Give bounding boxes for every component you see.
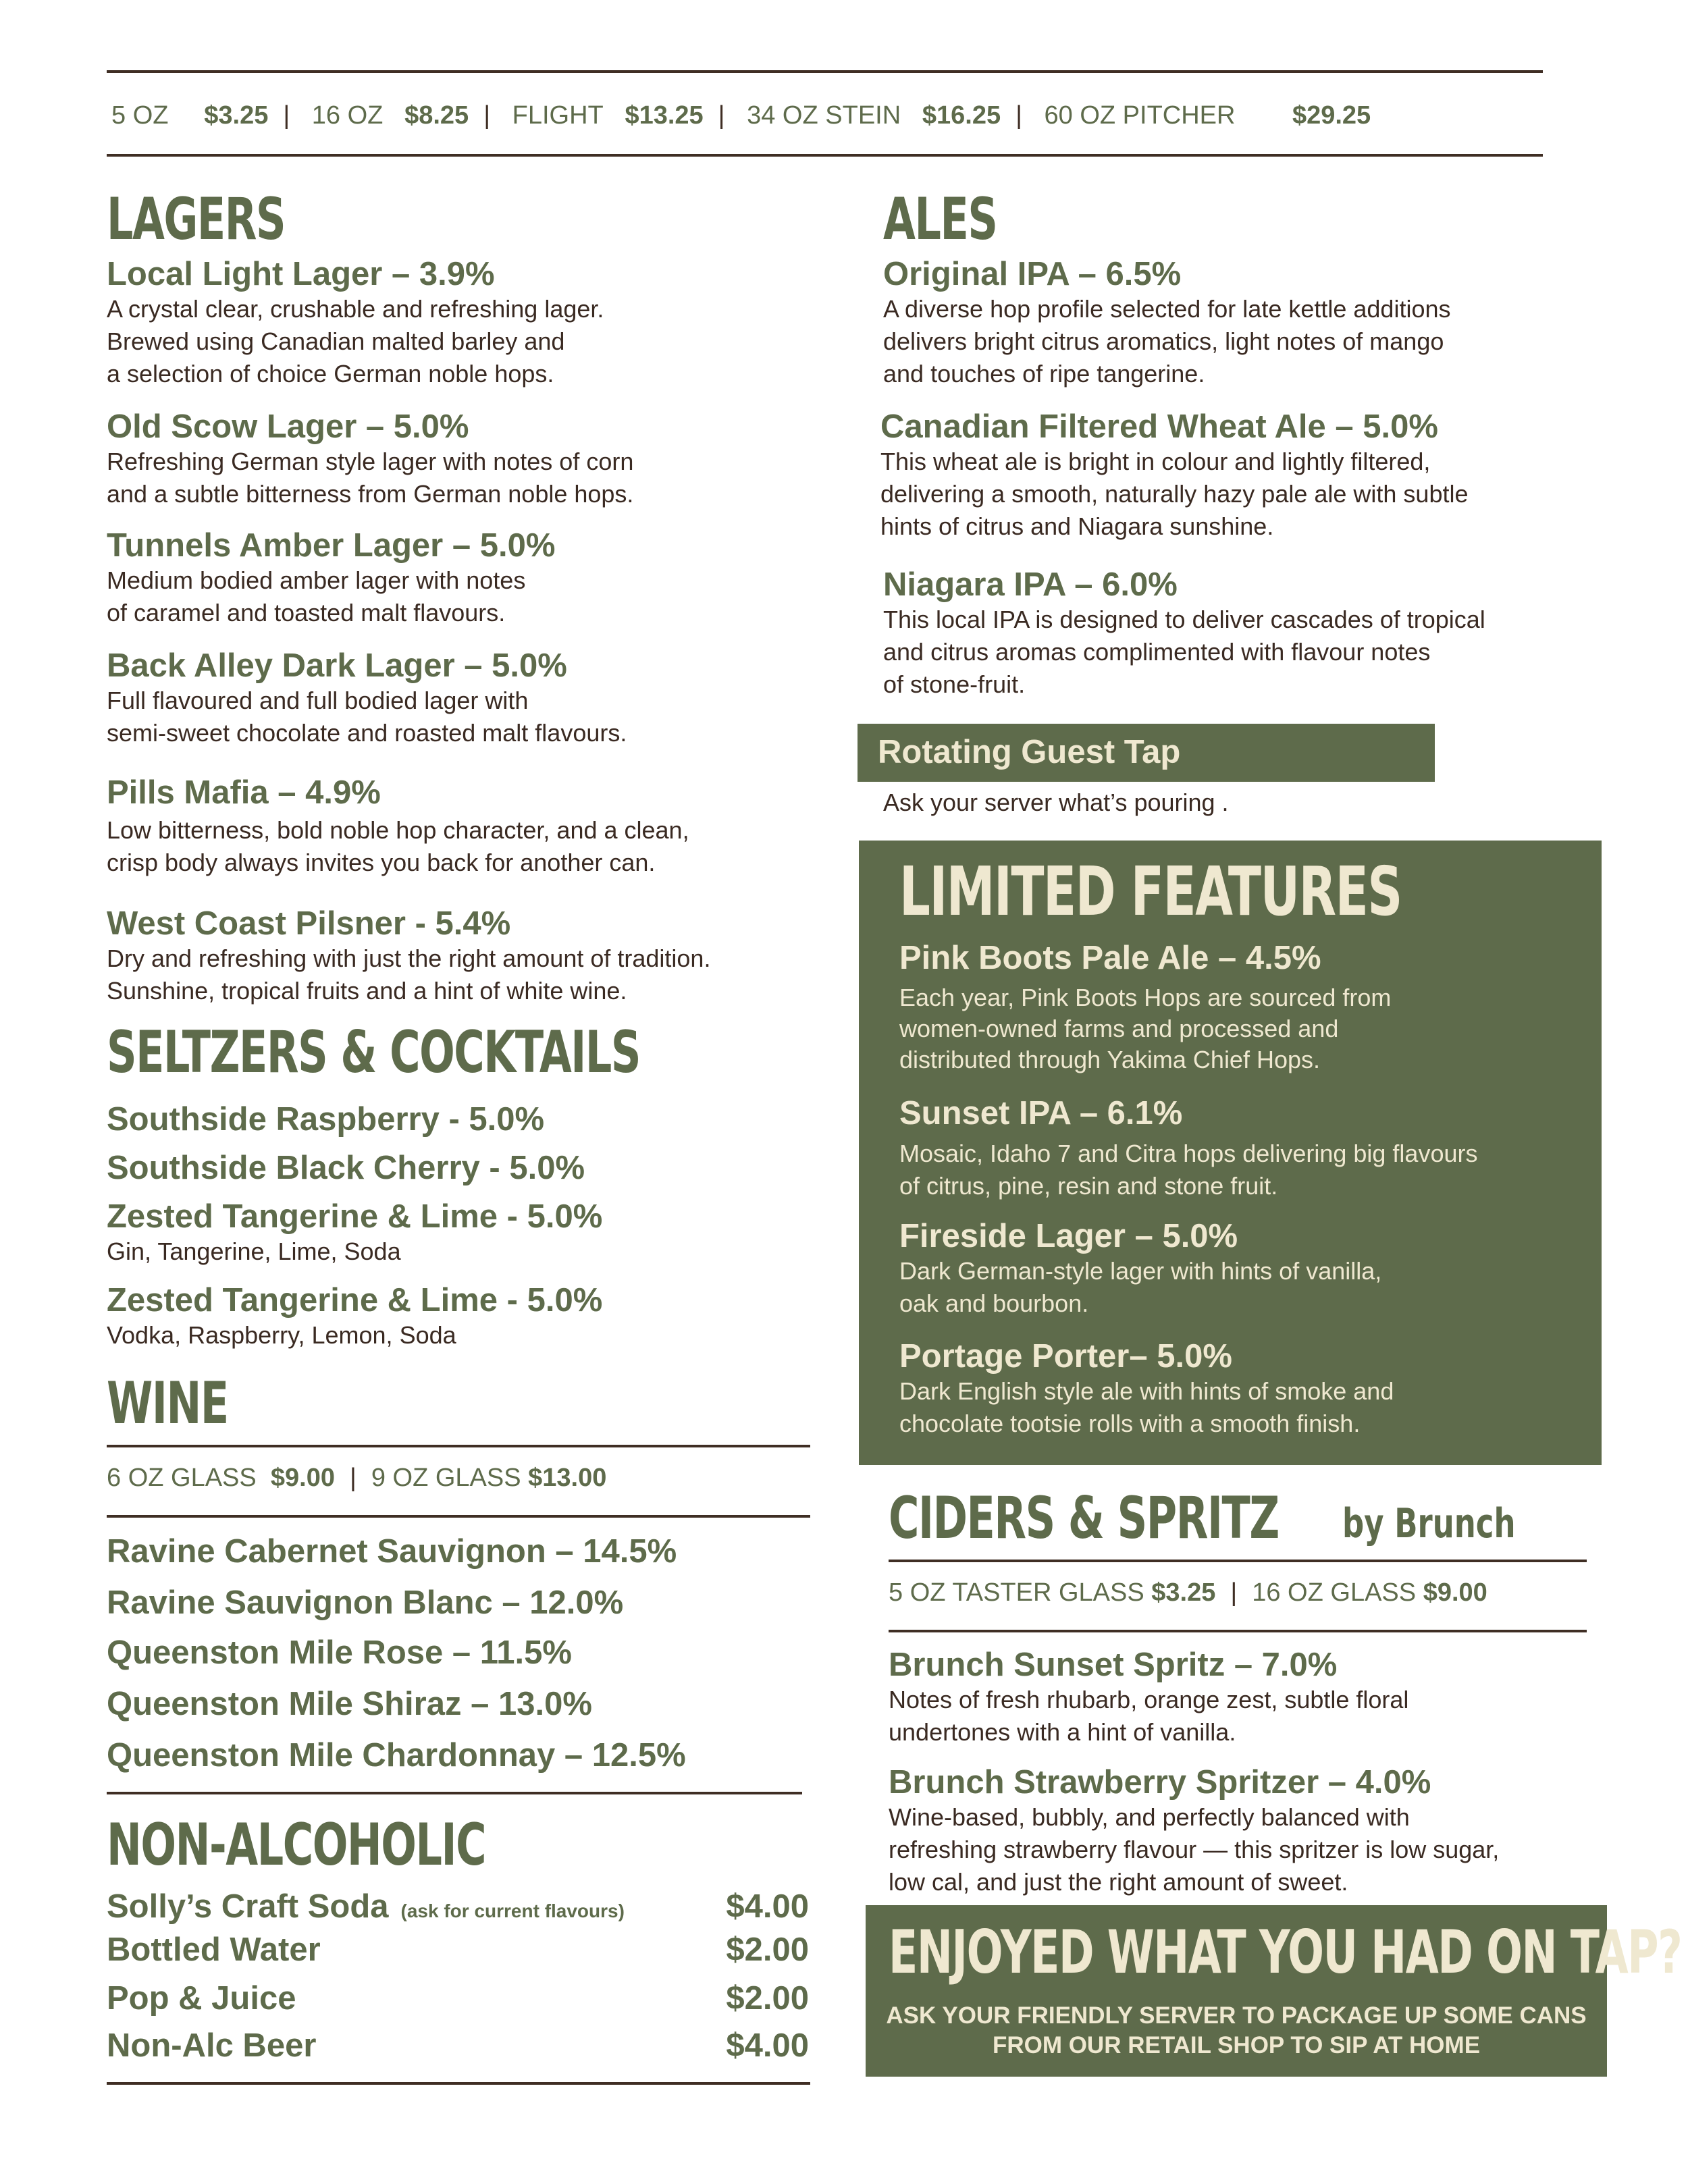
na-note: (ask for current flavours) (400, 1900, 625, 1921)
item-title: Brunch Strawberry Spritzer – 4.0% (889, 1764, 1431, 1801)
price-size: 6 OZ GLASS (107, 1464, 257, 1492)
item-title: Zested Tangerine & Lime - 5.0% (107, 1198, 603, 1235)
na-end-rule (107, 2082, 810, 2085)
item-title: Local Light Lager – 3.9% (107, 256, 495, 292)
na-item (107, 1888, 809, 1925)
wine-item: Queenston Mile Chardonnay – 12.5% (107, 1737, 686, 1774)
na-price: $2.00 (726, 1980, 809, 2017)
ale-item (883, 566, 1688, 701)
item-desc: Dark German-style lager with hints of vanilla, oak and bourbon. (899, 1257, 1382, 1317)
item-title: Pills Mafia – 4.9% (107, 774, 381, 811)
guest-tap-desc: Ask your server what’s pouring . (883, 789, 1229, 816)
ciders-heading: CIDERS & SPRITZ (889, 1485, 1279, 1552)
limited-features-box (859, 841, 1602, 1465)
price-size: 16 OZ GLASS (1252, 1578, 1417, 1607)
item-desc: Mosaic, Idaho 7 and Citra hops delivering big flavours of citrus, pine, resin and stone fruit. (899, 1140, 1478, 1200)
item-desc: Medium bodied amber lager with notes of caramel and toasted malt flavours. (107, 566, 526, 627)
na-item (107, 2027, 809, 2065)
feature-item (899, 1094, 1588, 1202)
na-name: Bottled Water (107, 1932, 321, 1968)
item-desc: Wine-based, bubbly, and perfectly balanced with refreshing strawberry flavour — this spritzer is low sugar, low cal, and just the right amount of sweet. (889, 1803, 1500, 1896)
lager-item (107, 255, 937, 390)
item-title: Zested Tangerine & Lime - 5.0% (107, 1282, 603, 1319)
na-name: Pop & Juice (107, 1980, 296, 2017)
price-value: $16.25 (922, 101, 1001, 130)
price-size: 34 OZ STEIN (747, 101, 901, 130)
lager-item (107, 905, 937, 1007)
na-price: $4.00 (726, 1888, 809, 1925)
ale-item (883, 255, 1688, 390)
lager-item (107, 527, 937, 629)
item-title: Niagara IPA – 6.0% (883, 566, 1178, 603)
wine-rule (107, 1445, 810, 1447)
price-value: $29.25 (1292, 101, 1371, 130)
limited-features-heading: LIMITED FEATURES (899, 852, 1402, 931)
wine-item: Queenston Mile Rose – 11.5% (107, 1634, 572, 1671)
retail-promo-subtitle: ASK YOUR FRIENDLY SERVER TO PACKAGE UP SOME CANS FROM OUR RETAIL SHOP TO SIP AT HOME (886, 2002, 1587, 2058)
lager-item (107, 647, 937, 749)
price-value: $13.00 (528, 1464, 607, 1492)
price-value: $8.25 (404, 101, 469, 130)
price-value: $3.25 (1151, 1578, 1216, 1607)
item-title: Canadian Filtered Wheat Ale – 5.0% (880, 408, 1438, 445)
ciders-brand: by Brunch (1342, 1500, 1516, 1547)
ciders-rule (889, 1560, 1587, 1562)
item-desc: Dark English style ale with hints of smoke and chocolate tootsie rolls with a smooth finish. (899, 1377, 1394, 1437)
na-item (107, 1979, 809, 2017)
item-title: Pink Boots Pale Ale – 4.5% (899, 940, 1321, 976)
item-desc: Full flavoured and full bodied lager with semi-sweet chocolate and roasted malt flavours. (107, 687, 627, 747)
wine-heading: WINE (107, 1370, 228, 1437)
wine-rule-bottom (107, 1515, 810, 1518)
item-desc: Low bitterness, bold noble hop character, and a clean, crisp body always invites you back for another can. (107, 816, 689, 876)
item-desc: A diverse hop profile selected for late kettle additions delivers bright citrus aromatics, light notes of mango and touches of ripe tangerine. (883, 295, 1451, 388)
ale-item (880, 408, 1688, 543)
top-price-bar: 5 OZ $3.25 | 16 OZ $8.25 | FLIGHT $13.25 | 34 OZ STEIN $16.25 | 60 OZ PITCHER $29.25 (111, 101, 1371, 130)
price-value: $9.00 (270, 1464, 335, 1492)
price-size: 60 OZ PITCHER (1044, 101, 1236, 130)
item-title: Sunset IPA – 6.1% (899, 1095, 1183, 1131)
item-desc: This wheat ale is bright in colour and lightly filtered, delivering a smooth, naturally hazy pale ale with subtle hints of citrus and Niagara sunshine. (880, 448, 1469, 540)
item-desc: Refreshing German style lager with notes of corn and a subtle bitterness from German noble hops. (107, 448, 634, 508)
price-size: 16 OZ (311, 101, 384, 130)
retail-promo-title: ENJOYED WHAT YOU HAD ON TAP? (889, 1917, 1682, 1987)
cider-item (889, 1646, 1604, 1749)
seltzer-item: Southside Raspberry - 5.0% (107, 1101, 545, 1138)
seltzer-item: Southside Black Cherry - 5.0% (107, 1150, 585, 1186)
price-value: $3.25 (204, 101, 269, 130)
price-size: 5 OZ TASTER GLASS (889, 1578, 1144, 1607)
feature-item (899, 939, 1588, 1075)
price-size: 9 OZ GLASS (371, 1464, 521, 1492)
item-desc: Gin, Tangerine, Lime, Soda (107, 1237, 401, 1265)
guest-tap-banner (858, 724, 1435, 782)
item-desc: Vodka, Raspberry, Lemon, Soda (107, 1321, 456, 1349)
item-desc: Notes of fresh rhubarb, orange zest, subtle floral undertones with a hint of vanilla. (889, 1686, 1409, 1746)
wine-end-rule (107, 1792, 802, 1794)
seltzer-item (107, 1198, 937, 1268)
top-rule (107, 70, 1543, 73)
na-price: $2.00 (726, 1932, 809, 1968)
wine-item: Queenston Mile Shiraz – 13.0% (107, 1686, 592, 1722)
ciders-price-bar: 5 OZ TASTER GLASS $3.25 | 16 OZ GLASS $9.00 (889, 1578, 1487, 1607)
item-title: Original IPA – 6.5% (883, 256, 1182, 292)
top-rule-bottom (107, 154, 1543, 157)
cider-item (889, 1763, 1604, 1898)
feature-item (899, 1217, 1588, 1320)
item-title: Old Scow Lager – 5.0% (107, 408, 469, 445)
wine-price-bar: 6 OZ GLASS $9.00 | 9 OZ GLASS $13.00 (107, 1464, 607, 1492)
guest-tap-title: Rotating Guest Tap (878, 734, 1181, 770)
lagers-heading: LAGERS (107, 186, 286, 253)
na-name: Solly’s Craft Soda (107, 1888, 389, 1925)
price-size: 5 OZ (111, 101, 169, 130)
na-item (107, 1931, 809, 1969)
wine-item: Ravine Sauvignon Blanc – 12.0% (107, 1584, 624, 1621)
lager-item (107, 774, 937, 879)
feature-item (899, 1337, 1588, 1440)
item-title: Tunnels Amber Lager – 5.0% (107, 527, 556, 564)
item-title: Portage Porter– 5.0% (899, 1338, 1232, 1375)
price-size: FLIGHT (512, 101, 604, 130)
item-title: Fireside Lager – 5.0% (899, 1218, 1238, 1254)
retail-promo-box (866, 1905, 1682, 2077)
non-alcoholic-heading: NON-ALCOHOLIC (107, 1811, 486, 1879)
item-desc: Dry and refreshing with just the right amount of tradition. Sunshine, tropical fruits and a hint of white wine. (107, 944, 711, 1005)
na-name: Non-Alc Beer (107, 2027, 317, 2064)
wine-item: Ravine Cabernet Sauvignon – 14.5% (107, 1533, 677, 1570)
item-title: Brunch Sunset Spritz – 7.0% (889, 1647, 1338, 1683)
seltzers-heading: SELTZERS & COCKTAILS (107, 1019, 641, 1086)
na-price: $4.00 (726, 2027, 809, 2064)
item-desc: This local IPA is designed to deliver cascades of tropical and citrus aromas complimented with flavour notes of stone-fruit. (883, 606, 1485, 698)
price-value: $9.00 (1423, 1578, 1487, 1607)
ciders-rule-bottom (889, 1630, 1587, 1632)
lager-item (107, 408, 937, 510)
item-desc: A crystal clear, crushable and refreshing lager. Brewed using Canadian malted barley and a selection of choice German noble hops. (107, 295, 604, 388)
item-title: Back Alley Dark Lager – 5.0% (107, 647, 567, 684)
seltzer-item (107, 1281, 937, 1352)
item-desc: Each year, Pink Boots Hops are sourced from women-owned farms and processed and distributed through Yakima Chief Hops. (899, 984, 1392, 1073)
price-value: $13.25 (625, 101, 704, 130)
item-title: West Coast Pilsner - 5.4% (107, 905, 511, 942)
ales-heading: ALES (883, 186, 997, 253)
